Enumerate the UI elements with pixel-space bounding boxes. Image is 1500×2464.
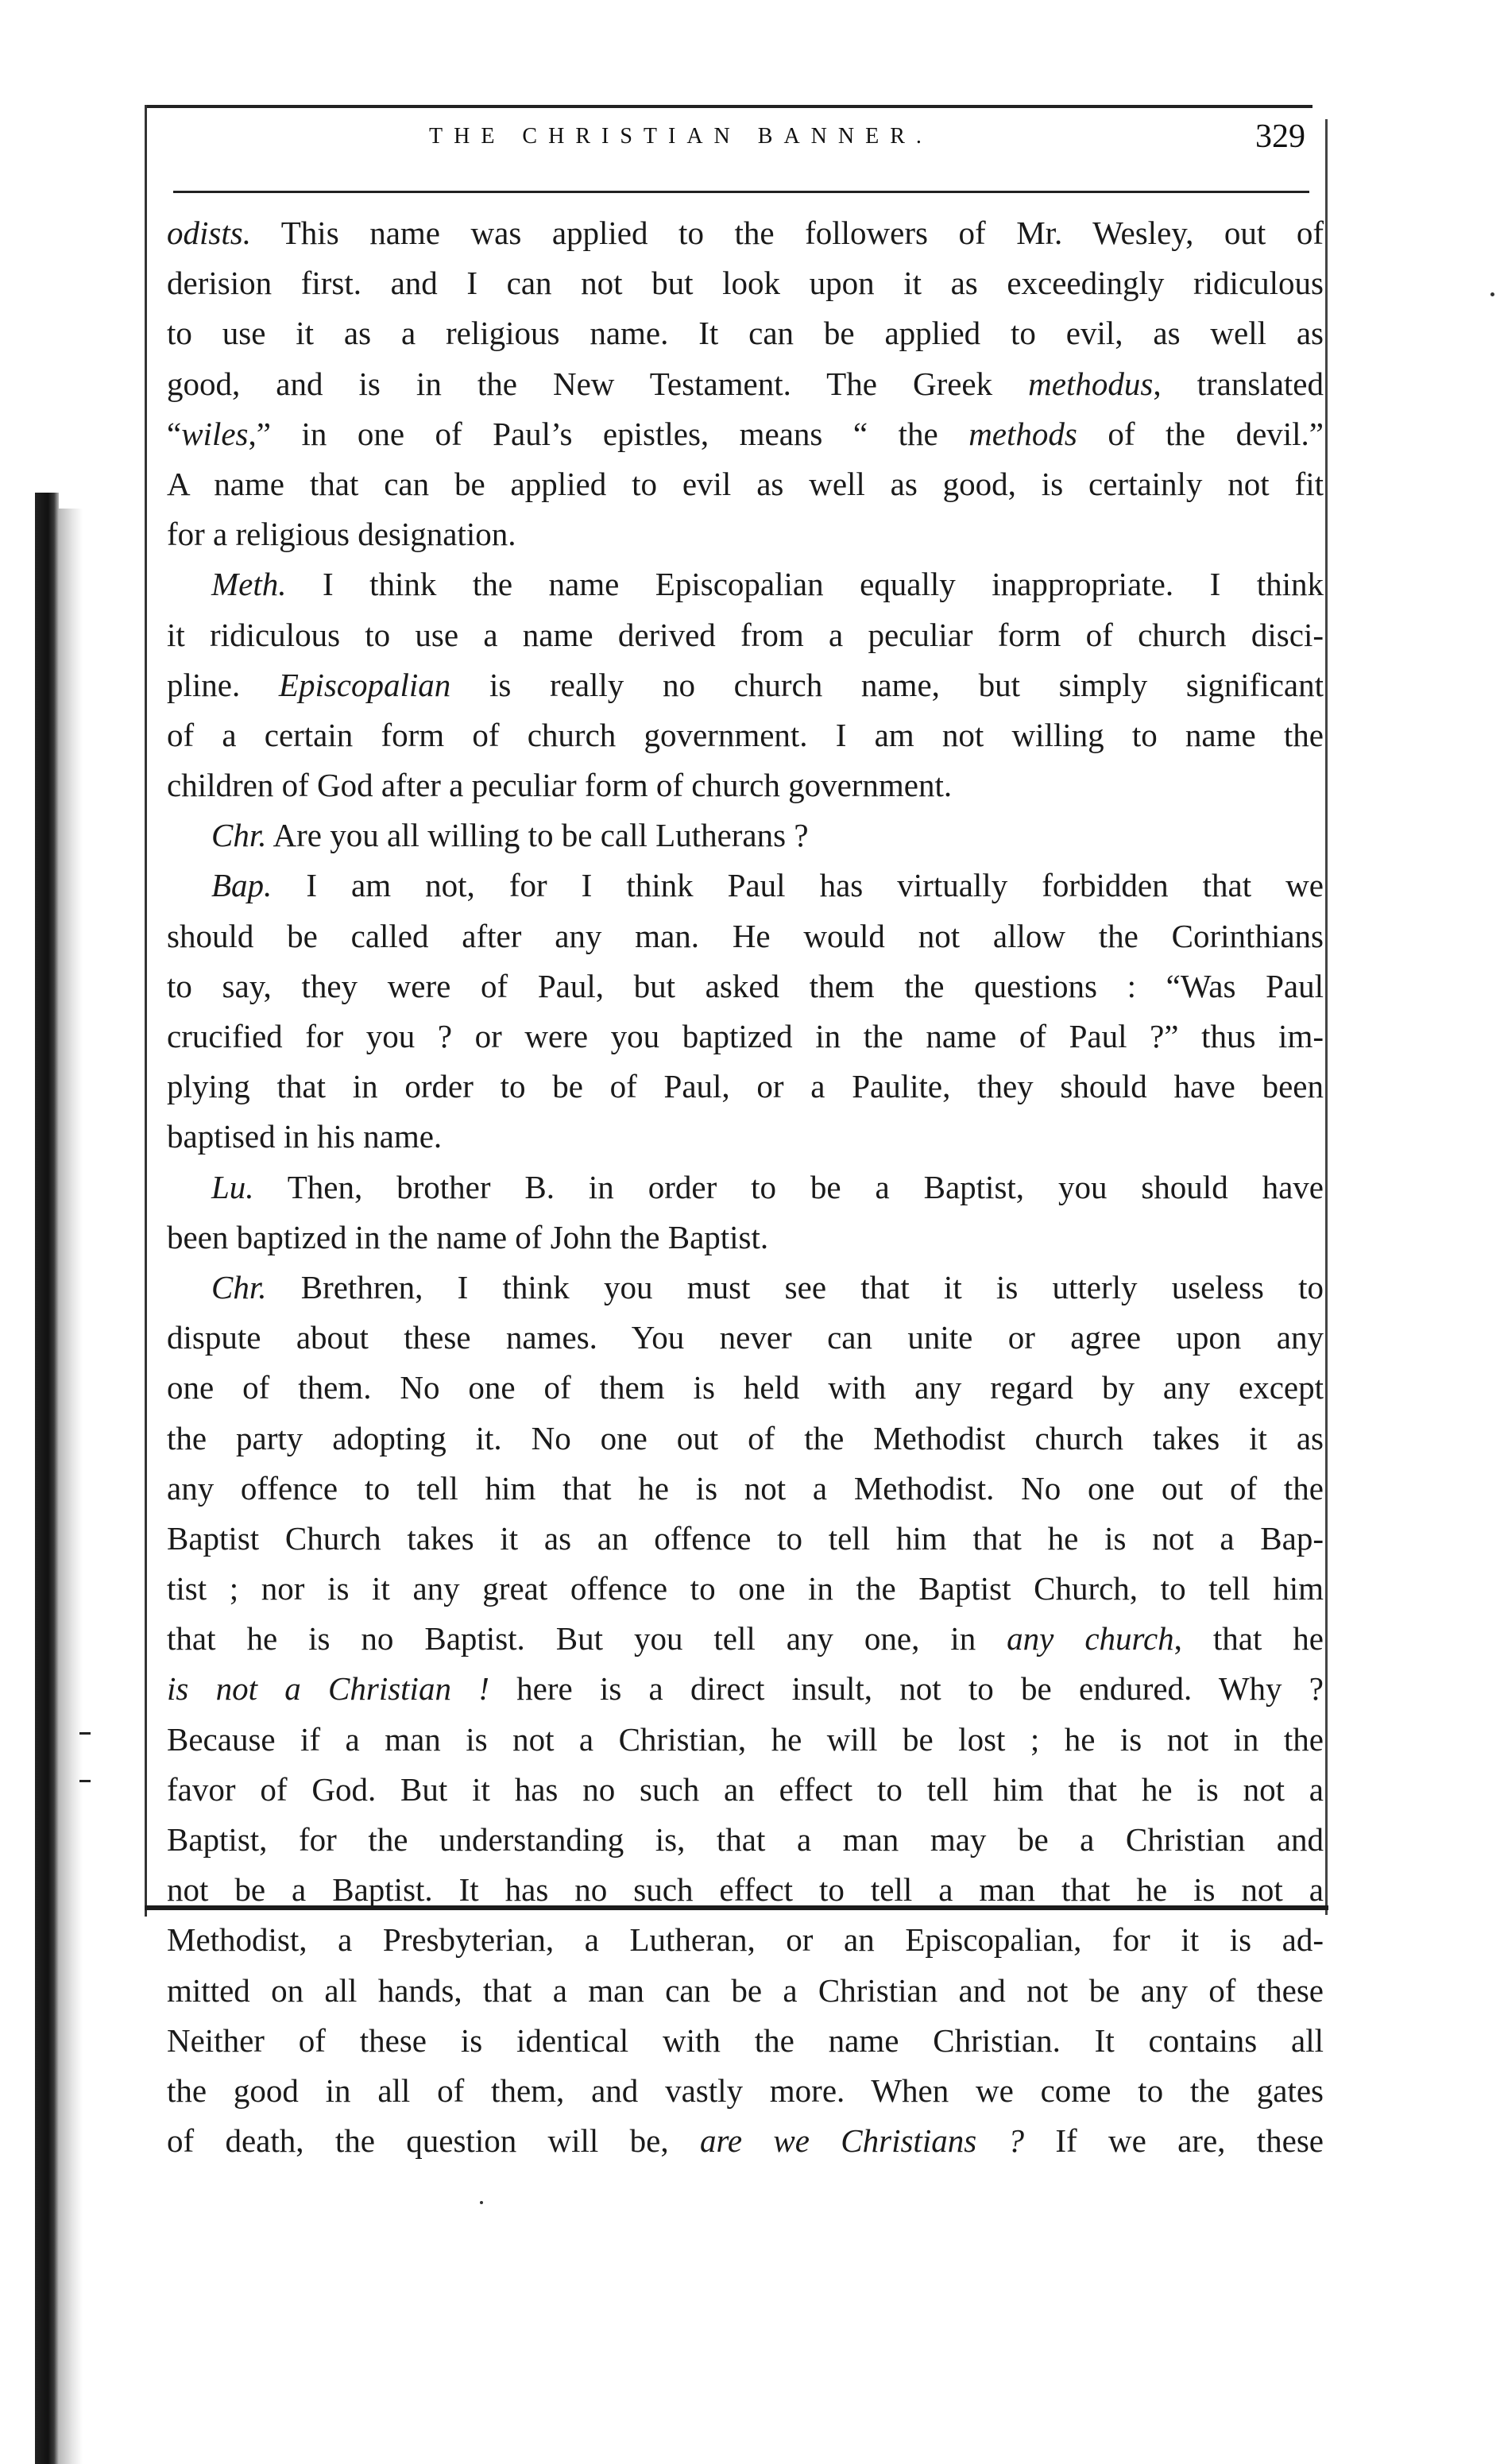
line-text: to use it as a religious name. It can be applied to evil, as well as: [167, 315, 1324, 352]
line-text: of the devil.”: [1077, 415, 1324, 452]
text-line: [167, 1815, 1324, 1865]
text-line: [167, 1715, 1324, 1765]
italic-text: is not a Christian !: [167, 1670, 489, 1708]
line-text: for a religious designation.: [167, 516, 516, 553]
text-line: [167, 610, 1324, 660]
text-line: [167, 409, 1324, 459]
line-text: Are you all willing to be call Lutherans ?: [266, 817, 809, 854]
line-text: favor of God. But it has no such an effect to tell him that he is not a: [167, 1770, 1324, 1808]
line-text: Because if a man is not a Christian, he will be lost ; he is not in the: [167, 1720, 1324, 1758]
line-text: , translated: [1153, 365, 1324, 402]
text-line: [167, 1514, 1324, 1564]
text-line: [167, 509, 1324, 559]
line-text: pline.: [167, 666, 279, 703]
text-line: [167, 1112, 1324, 1162]
line-text: Brethren, I think you must see that it is utterly useless to: [266, 1268, 1324, 1305]
italic-text: Bap.: [211, 867, 273, 904]
line-text: been baptized in the name of John the Baptist.: [167, 1218, 769, 1255]
stray-dot: [480, 2201, 483, 2204]
text-line: [167, 760, 1324, 810]
line-text: mitted on all hands, that a man can be a Christian and not be any of these: [167, 1971, 1324, 2009]
text-line: [167, 861, 1324, 911]
text-line: [167, 1765, 1324, 1815]
text-line: [167, 911, 1324, 961]
binding-shadow-soft: [59, 509, 83, 2464]
text-line: [167, 1012, 1324, 1062]
line-text: , that he: [1173, 1620, 1324, 1657]
line-text: of death, the question will be,: [167, 2122, 700, 2160]
italic-text: Lu.: [211, 1168, 254, 1205]
text-line: [167, 1464, 1324, 1514]
line-text: good, and is in the New Testament. The Greek: [167, 365, 1029, 402]
italic-text: wiles: [181, 415, 249, 452]
line-text: children of God after a peculiar form of church government.: [167, 767, 953, 804]
italic-text: Chr.: [211, 1268, 267, 1305]
edge-mark: [79, 1780, 91, 1782]
text-line: [167, 2116, 1324, 2166]
text-line: [167, 2066, 1324, 2116]
text-line: [167, 208, 1324, 258]
text-line: [167, 1865, 1324, 1915]
italic-text: odists.: [167, 215, 251, 251]
line-text: baptised in his name.: [167, 1118, 443, 1155]
text-line: [167, 1062, 1324, 1112]
text-line: [167, 1414, 1324, 1464]
line-text: it ridiculous to use a name derived from a peculiar form of church disci-: [167, 616, 1324, 653]
text-line: [167, 1915, 1324, 1965]
stray-dot: [1490, 292, 1494, 296]
line-text: tist ; nor is it any great offence to one in the Baptist Church, to tell him: [167, 1570, 1324, 1607]
text-line: [167, 2016, 1324, 2066]
line-text: plying that in order to be of Paul, or a Paulite, they should have been: [167, 1068, 1324, 1105]
line-text: one of them. No one of them is held with any regard by any except: [167, 1369, 1324, 1406]
text-line: [167, 258, 1324, 308]
text-line: [167, 1363, 1324, 1413]
page-frame-right: [1325, 119, 1328, 1915]
line-text: Then, brother B. in order to be a Baptist, you should have: [253, 1168, 1324, 1205]
line-text: ,” in one of Paul’s epistles, means “ the: [248, 415, 969, 452]
text-line: [167, 559, 1324, 609]
line-text: Neither of these is identical with the name Christian. It contains all: [167, 2021, 1324, 2059]
text-line: [167, 810, 1324, 861]
line-text: should be called after any man. He would not allow the Corinthians: [167, 917, 1324, 954]
text-line: [167, 710, 1324, 760]
running-title: THE CHRISTIAN BANNER.: [429, 124, 933, 149]
page-number: 329: [1255, 118, 1305, 155]
binding-shadow: [35, 493, 59, 2464]
line-text: I think the name Episcopalian equally inappropriate. I think: [286, 566, 1324, 603]
line-text: crucified for you ? or were you baptized in the name of Paul ?” thus im-: [167, 1018, 1324, 1054]
header-rule: [173, 191, 1309, 193]
italic-text: any church: [1007, 1620, 1174, 1657]
text-line: [167, 308, 1324, 358]
text-line: [167, 459, 1324, 509]
italic-text: methodus: [1028, 365, 1154, 402]
text-line: [167, 961, 1324, 1012]
line-text: A name that can be applied to evil as well as good, is certainly not fit: [167, 465, 1324, 502]
line-text: Methodist, a Presbyterian, a Lutheran, or an Episcopalian, for it is ad-: [167, 1921, 1324, 1959]
italic-text: Meth.: [211, 566, 287, 603]
line-text: here is a direct insult, not to be endured. Why ?: [489, 1670, 1324, 1708]
line-text: “: [167, 415, 182, 452]
italic-text: Episcopalian: [278, 666, 451, 703]
line-text: This name was applied to the followers of Mr. Wesley, out of: [250, 215, 1324, 251]
line-text: the party adopting it. No one out of the Methodist church takes it as: [167, 1419, 1324, 1456]
line-text: I am not, for I think Paul has virtually forbidden that we: [272, 867, 1324, 904]
line-text: is really no church name, but simply significant: [450, 666, 1324, 703]
line-text: Baptist Church takes it as an offence to tell him that he is not a Bap-: [167, 1519, 1324, 1557]
italic-text: Chr.: [211, 817, 267, 854]
line-text: the good in all of them, and vastly more. When we come to the gates: [167, 2071, 1324, 2109]
line-text: If we are, these: [1024, 2122, 1324, 2160]
text-line: [167, 1614, 1324, 1664]
text-line: [167, 1263, 1324, 1313]
body-text: [167, 208, 1324, 2166]
line-text: that he is no Baptist. But you tell any one, in: [167, 1620, 1007, 1657]
text-line: [167, 1664, 1324, 1714]
line-text: to say, they were of Paul, but asked them the questions : “Was Paul: [167, 967, 1324, 1004]
line-text: Baptist, for the understanding is, that a man may be a Christian and: [167, 1821, 1324, 1858]
line-text: of a certain form of church government. I am not willing to name the: [167, 716, 1324, 753]
text-line: [167, 1162, 1324, 1213]
line-text: any offence to tell him that he is not a Methodist. No one out of the: [167, 1469, 1324, 1507]
text-line: [167, 1966, 1324, 2016]
text-line: [167, 1564, 1324, 1614]
text-line: [167, 660, 1324, 710]
line-text: derision first. and I can not but look upon it as exceedingly ridiculous: [167, 265, 1324, 302]
line-text: not be a Baptist. It has no such effect to tell a man that he is not a: [167, 1871, 1324, 1909]
page-frame-top: [145, 105, 1312, 108]
page-frame-left: [145, 105, 147, 1917]
line-text: dispute about these names. You never can unite or agree upon any: [167, 1319, 1324, 1356]
italic-text: are we Christians ?: [699, 2122, 1024, 2160]
text-line: [167, 1213, 1324, 1263]
text-line: [167, 359, 1324, 409]
italic-text: methods: [968, 415, 1077, 452]
edge-mark: [79, 1732, 91, 1735]
text-line: [167, 1313, 1324, 1363]
